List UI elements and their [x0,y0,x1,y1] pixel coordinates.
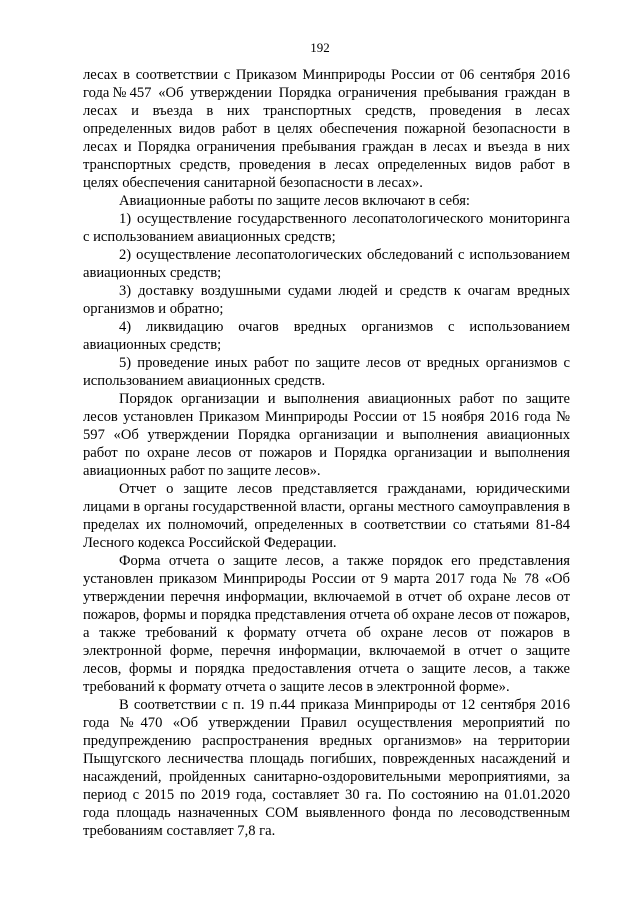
paragraph-pyshchug: В соответствии с п. 19 п.44 приказа Минприроды от 12 сентября 2016 года №470 «Об утверждении Правил осуществления мероприятий по предупреждению распространения вредных организмов» на территории Пыщугского лесничества площадь погибших, поврежденных насаждений и насаждений, пройденных санитарно-оздоровительными мероприятиями, за период с 2015 по 2019 года, составляет 30 га. По состоянию на 01.01.2020 года площадь назначенных СОМ выявленного фонда по лесоводственным требованиям составляет 7,8 га. [83,697,570,839]
page-number: 192 [310,40,330,55]
paragraph-aviation-order: Порядок организации и выполнения авиационных работ по защите лесов установлен Приказом Минприроды России от 15 ноября 2016 года № 597 «Об утверждении Порядка организации и выполнения авиационных работ по охране лесов от пожаров и Порядка организации и выполнения авиационных работ по защите лесов». [83,391,570,479]
list-item-3: 3) доставку воздушными судами людей и средств к очагам вредных организмов и обратно; [83,283,570,317]
paragraph-report: Отчет о защите лесов представляется гражданами, юридическими лицами в органы государственной власти, органы местного самоуправления в пределах их полномочий, определенных в соответствии со статьями 81-84 Лесного кодекса Российской Федерации. [83,481,570,551]
paragraph-continuation: лесах в соответствии с Приказом Минприроды России от 06 сентября 2016 года№457 «Об утверждении Порядка ограничения пребывания граждан в лесах и въезда в них транспортных средств, проведения в лесах определенных видов работ в целях обеспечения пожарной безопасности в лесах и Порядка ограничения пребывания граждан в лесах и въезда в них транспортных средств, проведения в лесах определенных видов работ в целях обеспечения санитарной безопасности в лесах». [83,67,570,191]
list-item-4: 4) ликвидацию очагов вредных организмов с использованием авиационных средств; [83,319,570,353]
list-item-2: 2) осуществление лесопатологических обследований с использованием авиационных средств; [83,247,570,281]
paragraph-report-form: Форма отчета о защите лесов, а также порядок его представления установлен приказом Минприроды России от 9 марта 2017 года № 78 «Об утверждении перечня информации, включаемой в отчет об охране лесов от пожаров, формы и порядка представления отчета об охране лесов от пожаров, а также требований к формату отчета об охране лесов от пожаров в электронной форме, перечня информации, включаемой в отчет о защите лесов, формы и порядка предоставления отчета о защите лесов, а также требований к формату отчета о защите лесов в электронной форме». [83,553,570,695]
list-item-5: 5) проведение иных работ по защите лесов от вредных организмов с использованием авиационных средств. [83,355,570,389]
paragraph-aviation-intro: Авиационные работы по защите лесов включают в себя: [119,193,470,209]
document-body [83,66,570,840]
list-item-1: 1) осуществление государственного лесопатологического мониторинга с использованием авиационных средств; [83,211,570,245]
